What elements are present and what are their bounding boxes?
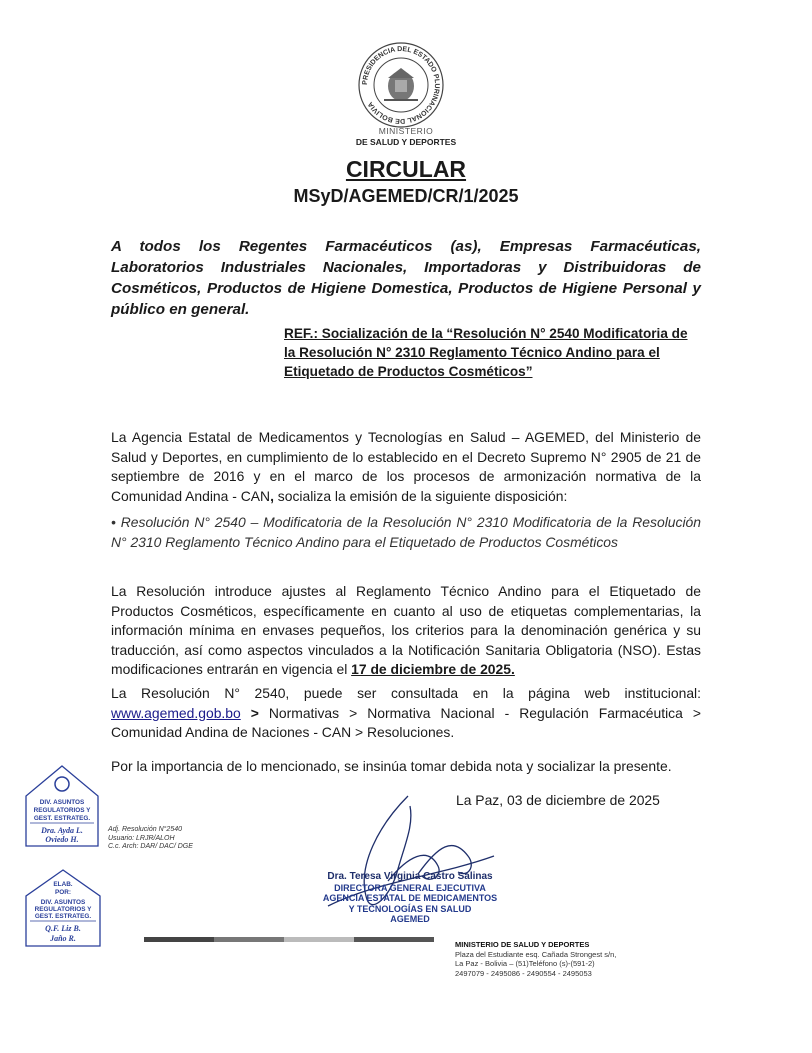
website-path: Normativas > Normativa Nacional - Regulación Farmacéutica > Comunidad Andina de Naciones - CAN > Resoluciones. bbox=[111, 704, 701, 740]
paragraph-website bbox=[111, 684, 701, 743]
document-title: CIRCULAR bbox=[345, 156, 467, 182]
paragraph-intro-comma: , bbox=[270, 487, 274, 504]
paragraph-intro-text-end: socializa la emisión de la siguiente disposición: bbox=[273, 487, 568, 504]
ministry-line2: DE SALUD Y DEPORTES bbox=[355, 137, 457, 147]
ministry-line1: MINISTERIO bbox=[378, 126, 434, 136]
paragraph-intro bbox=[111, 428, 701, 506]
path-separator: > bbox=[240, 704, 269, 721]
footer-line2: Plaza del Estudiante esq. Cañada Strongest s/n, bbox=[455, 949, 617, 959]
paragraph-website-text: La Resolución N° 2540, puede ser consultada en la página web institucional: bbox=[111, 685, 701, 701]
stamp1-name2: Oviedo H. bbox=[45, 835, 79, 844]
annotations bbox=[108, 826, 193, 852]
stamp2-name1: Q.F. Liz B. bbox=[45, 924, 81, 933]
stamp2-line4: REGULATORIOS Y bbox=[34, 906, 92, 913]
stamp1-line2: REGULATORIOS Y bbox=[33, 807, 91, 814]
annotation-attachment: Adj. Resolución N°2540 bbox=[108, 826, 183, 833]
stamp2-name2: Jaño R. bbox=[50, 934, 76, 943]
signature-block bbox=[310, 872, 510, 925]
stamp1-line1: DIV. ASUNTOS bbox=[39, 799, 85, 806]
footer-line4: 2497079 - 2495086 - 2490554 - 2495053 bbox=[455, 968, 592, 978]
website-link[interactable]: www.agemed.gob.bo bbox=[111, 704, 241, 721]
addressee: A todos los Regentes Farmacéuticos (as), Empresas Farmacéuticas, Laboratorios Industriales Nacionales, Importadoras y Distribuidoras de Cosméticos, Productos de Higiene Domestica, Productos de Higiene Personal y público en general. bbox=[111, 238, 701, 318]
stamp2-line5: GEST. ESTRATEG. bbox=[34, 913, 92, 920]
effective-date: 17 de diciembre de 2025. bbox=[351, 661, 515, 677]
stamp1-line3: GEST. ESTRATEG. bbox=[33, 815, 91, 822]
signer-org: AGEMED bbox=[390, 914, 430, 924]
approval-stamp bbox=[22, 762, 102, 854]
state-seal bbox=[356, 40, 446, 130]
place-date: La Paz, 03 de diciembre de 2025 bbox=[456, 792, 660, 808]
prepared-by-stamp bbox=[22, 866, 104, 950]
ministry-header bbox=[300, 126, 512, 148]
signer-agency: AGENCIA ESTATAL DE MEDICAMENTOS bbox=[322, 893, 498, 903]
paragraph-closing: Por la importancia de lo mencionado, se insinúa tomar debida nota y socializar la presente. bbox=[111, 758, 672, 774]
paragraph-intro-text: La Agencia Estatal de Medicamentos y Tecnologías en Salud – AGEMED, del Ministerio de Salud y Deportes, en cumplimiento de lo establecido en el Decreto Supremo N° 2905 de 21 de septiembre de 2016 y en el marco de los procesos de armonización normativa de la Comunidad Andina - CAN bbox=[111, 429, 701, 504]
svg-text:PRESIDENCIA DEL ESTADO PLURINA: PRESIDENCIA DEL ESTADO PLURINACIONAL DE BOLIVIA bbox=[361, 45, 441, 125]
annotation-cc: C.c. Arch: DAR/ DAC/ DGE bbox=[108, 843, 193, 850]
footer bbox=[455, 940, 616, 978]
stamp2-line2: POR: bbox=[55, 889, 71, 896]
signer-name: Dra. Teresa Virginia Castro Salinas bbox=[327, 871, 493, 882]
footer-line3: La Paz - Bolivia – (51)Teléfono (s)-(591-2) bbox=[455, 959, 595, 968]
annotation-user: Usuario: LRJR/ALOH bbox=[108, 834, 175, 842]
signer-agency-2: Y TECNOLOGÍAS EN SALUD bbox=[348, 903, 472, 914]
stamp2-line3: DIV. ASUNTOS bbox=[40, 899, 86, 906]
signer-role: DIRECTORA GENERAL EJECUTIVA bbox=[334, 882, 486, 893]
decorative-bar bbox=[144, 937, 434, 942]
paragraph-details bbox=[111, 582, 701, 680]
document-code: MSyD/AGEMED/CR/1/2025 bbox=[293, 186, 519, 206]
bullet-resolution: • Resolución N° 2540 – Modificatoria de la Resolución N° 2310 Modificatoria de la Resolución N° 2310 Reglamento Técnico Andino para el Etiquetado de Productos Cosméticos bbox=[111, 514, 701, 550]
reference: REF.: Socialización de la “Resolución N° 2540 Modificatoria de la Resolución N° 2310 Reglamento Técnico Andino para el Etiquetado de Productos Cosméticos” bbox=[284, 326, 688, 379]
paragraph-details-text: La Resolución introduce ajustes al Reglamento Técnico Andino para el Etiquetado de Productos Cosméticos, específicamente en cuanto al uso de etiquetas complementarias, la información mínima en envases pequeños, los criterios para la denominación genérica y su traducción, así como aspectos vinculados a la Notificación Sanitaria Obligatoria (NSO). Estas modificaciones entrarán en vigencia el bbox=[111, 583, 701, 677]
stamp1-name1: Dra. Ayda L. bbox=[41, 826, 83, 835]
stamp2-line1: ELAB. bbox=[53, 881, 73, 888]
footer-line1: MINISTERIO DE SALUD Y DEPORTES bbox=[455, 940, 590, 949]
